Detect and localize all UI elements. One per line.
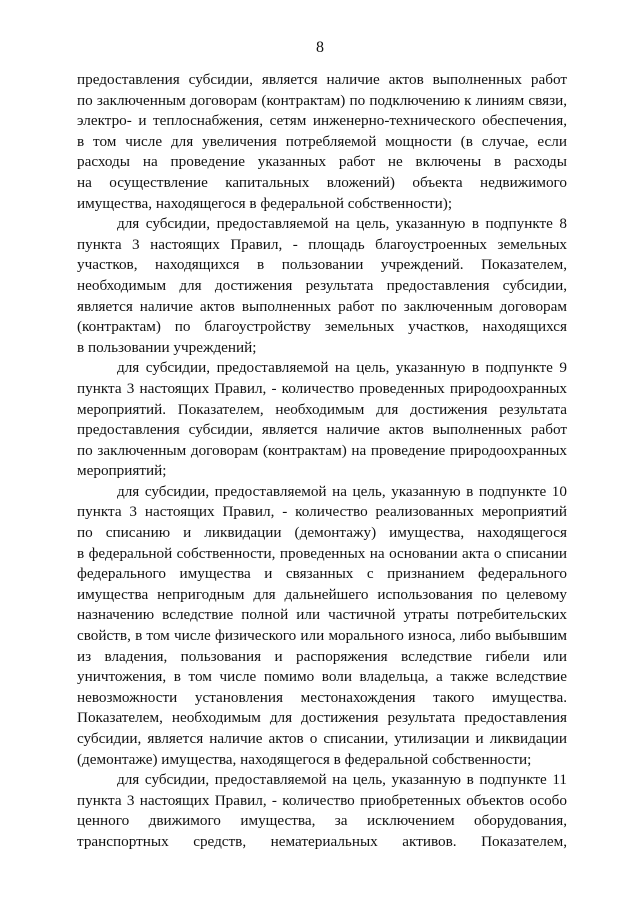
text-line: транспортных средств, нематериальных активов. Показателем, [77,832,567,850]
text-line: участков, находящихся в пользовании учреждений. Показателем, [77,256,567,274]
text-line: электро- и теплоснабжения, сетям инженерно-технического обеспечения, [77,112,567,130]
text-line: для субсидии, предоставляемой на цель, указанную в подпункте 10 [117,482,567,500]
text-line: мероприятий; [77,462,167,480]
text-line: на осуществление капитальных вложений) объекта недвижимого [77,173,567,191]
text-line: в том числе для увеличения потребляемой мощности (в случае, если [77,132,567,150]
text-line: пункта 3 настоящих Правил, - площадь благоустроенных земельных [77,235,567,253]
text-line: является наличие актов выполненных работ по заключенным договорам [77,297,567,315]
text-line: в федеральной собственности, проведенных на основании акта о списании [77,544,567,562]
text-line: пункта 3 настоящих Правил, - количество проведенных природоохранных [77,379,567,397]
text-line: предоставления субсидии, является наличие актов выполненных работ [77,421,567,439]
text-line: пункта 3 настоящих Правил, - количество приобретенных объектов особо [77,791,567,809]
text-line: по списанию и ликвидации (демонтажу) имущества, находящегося [77,524,567,542]
text-line: для субсидии, предоставляемой на цель, указанную в подпункте 9 [117,359,567,377]
text-line: в пользовании учреждений; [77,338,257,356]
text-line: уничтожения, в том числе помимо воли владельца, а также вследствие [77,668,567,686]
text-line: федерального имущества и связанных с признанием федерального [77,565,567,583]
text-line: Показателем, необходимым для достижения результата предоставления [77,709,567,727]
text-line: необходимым для достижения результата предоставления субсидии, [77,276,567,294]
text-line: субсидии, является наличие актов о списании, утилизации и ликвидации [77,730,567,747]
text-line: свойств, в том числе физического или морального износа, либо выбывшим [77,627,567,645]
text-line: назначению вследствие полной или частичной утраты потребительских [77,606,567,624]
text-line: имущества, находящегося в федеральной собственности); [77,194,453,212]
text-line: (контрактам) по благоустройству земельных участков, находящихся [77,318,567,336]
text-line: невозможности установления местонахождения такого имущества. [77,688,567,706]
page-number: 8 [316,39,324,56]
text-line: для субсидии, предоставляемой на цель, указанную в подпункте 11 [117,771,567,789]
text-line: расходы на проведение указанных работ не включены в расходы [77,153,567,171]
text-line: для субсидии, предоставляемой на цель, указанную в подпункте 8 [117,215,567,233]
text-line: ценного движимого имущества, за исключением оборудования, [77,812,567,830]
text-line: по заключенным договорам (контрактам) по подключению к линиям связи, [77,91,567,109]
text-line: имущества непригодным для дальнейшего использования по целевому [77,585,567,603]
text-line: (демонтаже) имущества, находящегося в федеральной собственности; [77,750,532,768]
text-line: по заключенным договорам (контрактам) на проведение природоохранных [77,441,567,459]
document-body [77,70,567,853]
text-line: пункта 3 настоящих Правил, - количество реализованных мероприятий [77,503,567,521]
text-line: мероприятий. Показателем, необходимым для достижения результата [77,400,567,418]
text-line: из владения, пользования и распоряжения вследствие гибели или [77,647,567,665]
text-line: предоставления субсидии, является наличие актов выполненных работ [77,71,567,88]
